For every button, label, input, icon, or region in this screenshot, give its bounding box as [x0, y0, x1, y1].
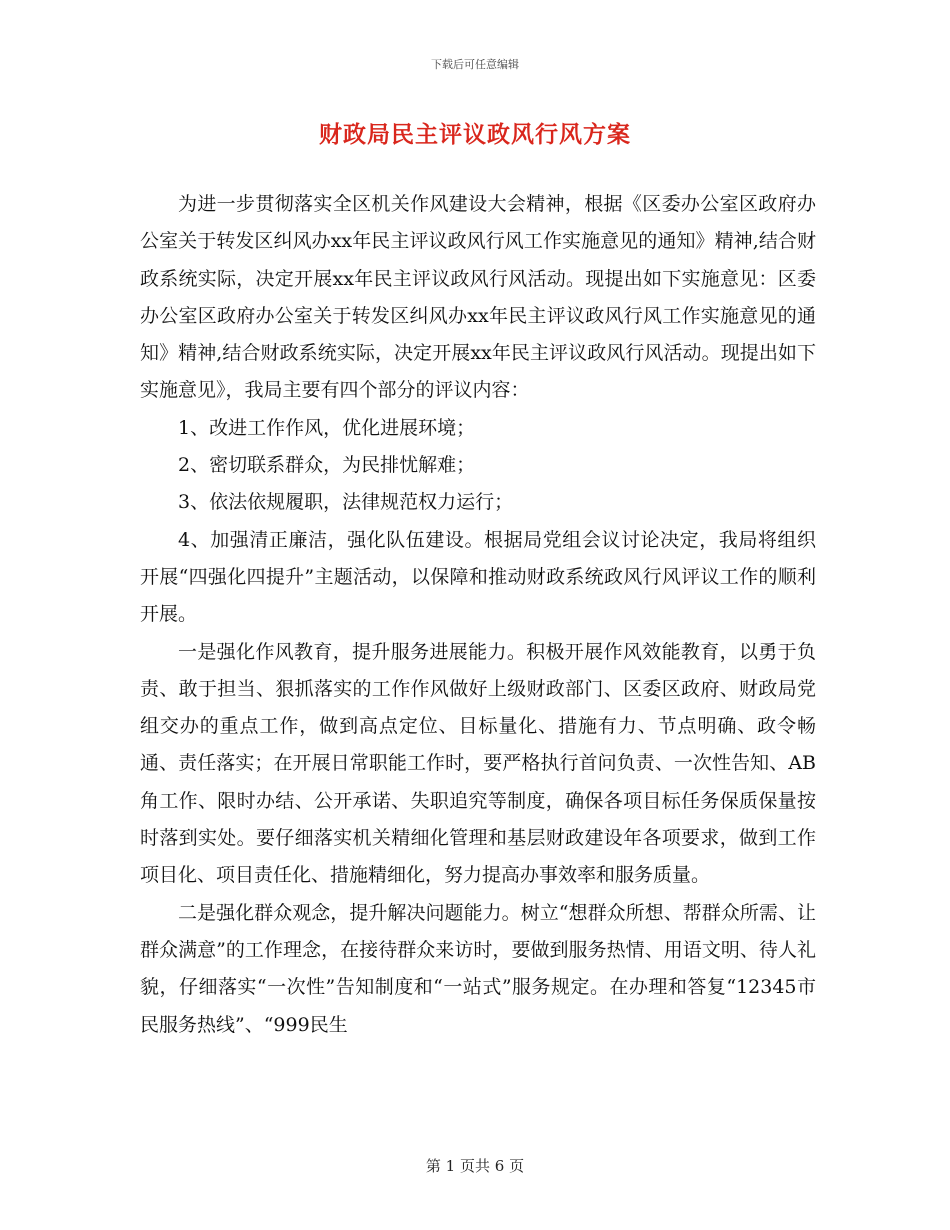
paragraph-item-2: 2、密切联系群众，为民排忧解难；	[178, 454, 476, 477]
paragraph-item-4: 4、加强清正廉洁，强化队伍建设。根据局党组会议讨论决定，我局将组织开展“四强化四提升”主题活动，以保障和推动财政系统政风行风评议工作的顺利开展。	[140, 528, 816, 626]
header-note: 下载后可任意编辑	[431, 58, 519, 71]
page-footer: 第 1 页共 6 页	[425, 1157, 525, 1175]
document-title: 财政局民主评议政风行风方案	[319, 121, 631, 148]
paragraph-first-point: 一是强化作风教育，提升服务进展能力。积极开展作风效能教育，以勇于负责、敢于担当、狠抓落实的工作作风做好上级财政部门、区委区政府、财政局党组交办的重点工作，做到高点定位、目标量化、措施有力、节点明确、政令畅通、责任落实；在开展日常职能工作时，要严格执行首问负责、一次性告知、AB角工作、限时办结、公开承诺、失职追究等制度，确保各项目标任务保质保量按时落到实处。要仔细落实机关精细化管理和基层财政建设年各项要求，做到工作项目化、项目责任化、措施精细化，努力提高办事效率和服务质量。	[140, 640, 816, 887]
paragraph-second-point: 二是强化群众观念，提升解决问题能力。树立“想群众所想、帮群众所需、让群众满意”的工作理念，在接待群众来访时，要做到服务热情、用语文明、待人礼貌，仔细落实“一次性”告知制度和“一站式”服务规定。在办理和答复“12345市民服务热线”、“999民生	[140, 901, 816, 1036]
paragraph-item-3: 3、依法依规履职，法律规范权力运行；	[178, 491, 514, 514]
paragraph-item-1: 1、改进工作作风，优化进展环境；	[178, 416, 476, 439]
paragraph-intro: 为进一步贯彻落实全区机关作风建设大会精神，根据《区委办公室区政府办公室关于转发区纠风办xx年民主评议政风行风工作实施意见的通知》精神,结合财政系统实际，决定开展xx年民主评议政风行风活动。现提出如下实施意见：区委办公室区政府办公室关于转发区纠风办xx年民主评议政风行风工作实施意见的通知》精神,结合财政系统实际，决定开展xx年民主评议政风行风活动。现提出如下实施意见》，我局主要有四个部分的评议内容：	[140, 193, 816, 402]
document-body	[140, 186, 816, 1044]
